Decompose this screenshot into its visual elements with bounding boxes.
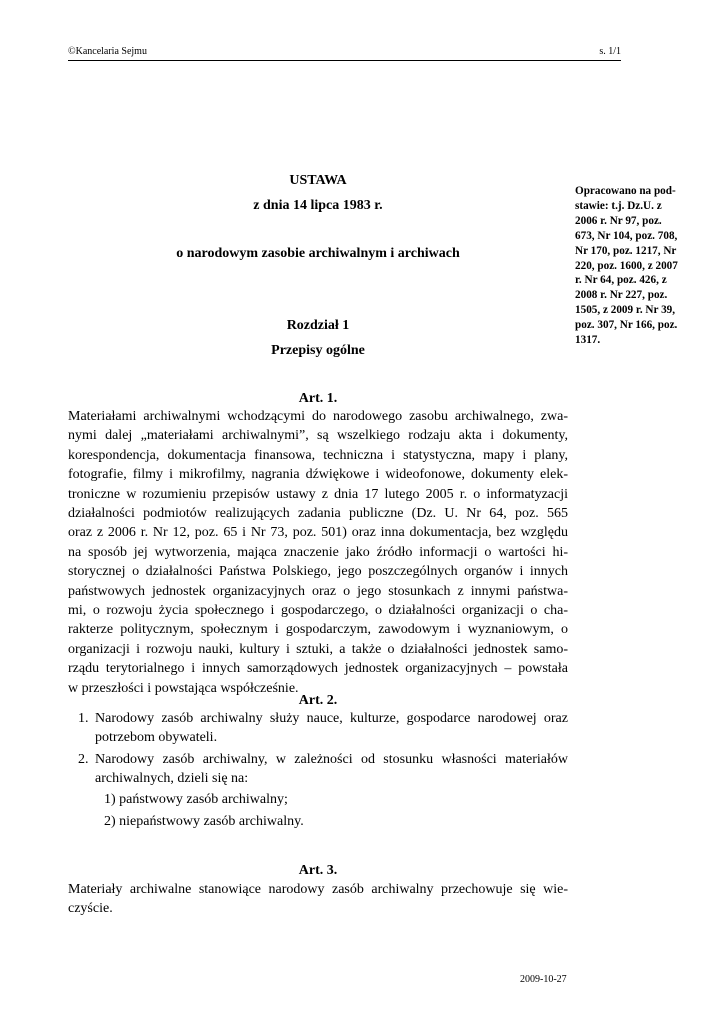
side-note-line: 2006 r. Nr 97, poz.	[575, 214, 662, 227]
text-line: rakterze politycznym, społecznym i gospodarczym, zawodowym i wyznaniowym, o	[68, 622, 568, 638]
text-line: Narodowy zasób archiwalny służy nauce, kulturze, gospodarce narodowej oraz	[95, 711, 568, 726]
side-note-line: 220, poz. 1600, z 2007	[575, 259, 678, 272]
art2-heading: Art. 2.	[298, 693, 338, 708]
side-note-line: 2008 r. Nr 227, poz.	[575, 289, 668, 302]
side-note	[575, 184, 695, 348]
art1-text	[68, 407, 568, 698]
text-line: potrzebom obywateli.	[95, 730, 218, 746]
art3-text	[68, 880, 568, 919]
text-line: troniczne w rozumieniu przepisów ustawy z dnia 17 lutego 2005 r. o informatyzacji	[68, 486, 568, 502]
art3-heading: Art. 3.	[298, 863, 338, 878]
text-line: Materiały archiwalne stanowiące narodowy zasób archiwalny przechowuje się wie-	[68, 882, 568, 897]
act-name: o narodowym zasobie archiwalnym i archiwach	[176, 246, 460, 261]
header-source: ©Kancelaria Sejmu	[68, 46, 147, 57]
footer-date: 2009-10-27	[520, 974, 567, 985]
text-line: mi, o rozwoju życia społecznego i gospodarczego, o działalności organizacji o cha-	[68, 603, 568, 619]
side-note-line: 673, Nr 104, poz. 708,	[575, 229, 678, 242]
art1-heading: Art. 1.	[298, 391, 338, 406]
text-line: działalności podmiotów realizujących zadania publiczne (Dz. U. Nr 64, poz. 565	[68, 506, 568, 522]
art2-p1-number: 1.	[78, 711, 89, 726]
text-line: nymi dalej „materiałami archiwalnymi”, są wszelkiego rodzaju akta i dokumenty,	[68, 428, 568, 444]
side-note-line: r. Nr 64, poz. 426, z	[575, 274, 667, 287]
art2-item-2: 2) niepaństwowy zasób archiwalny.	[104, 814, 304, 829]
text-line: korespondencja, dokumentacja finansowa, techniczna i statystyczna, mapy i plany,	[68, 447, 568, 463]
side-note-line: 1505, z 2009 r. Nr 39,	[575, 304, 676, 317]
text-line: archiwalnych, dzieli się na:	[95, 771, 249, 787]
text-line: czyście.	[68, 901, 113, 917]
art2-p2-number: 2.	[78, 752, 89, 767]
text-line: Materiałami archiwalnymi wchodzącymi do narodowego zasobu archiwalnego, zwa-	[68, 409, 568, 424]
side-note-line: Opracowano na pod-	[575, 185, 676, 197]
text-line: storycznej o działalności Państwa Polskiego, jego poszczególnych organów i innych	[68, 564, 568, 580]
text-line: organizacji i rozwoju nauki, kultury i sztuki, a także o działalności jednostek samo-	[68, 641, 568, 657]
art2-p2-text	[95, 750, 568, 789]
act-type: USTAWA	[289, 173, 347, 188]
text-line: oraz z 2006 r. Nr 12, poz. 65 i Nr 73, poz. 501) oraz inna dokumentacja, bez względu	[68, 525, 568, 541]
chapter-number: Rozdział 1	[286, 318, 350, 333]
side-note-line: 1317.	[575, 334, 601, 347]
text-line: Narodowy zasób archiwalny, w zależności od stosunku własności materiałów	[95, 752, 568, 767]
header-page-number: s. 1/1	[599, 46, 621, 57]
side-note-line: stawie: t.j. Dz.U. z	[575, 199, 662, 212]
chapter-title: Przepisy ogólne	[271, 343, 365, 358]
page-header	[68, 46, 621, 61]
text-line: rządu terytorialnego i innych samorządowych jednostek organizacyjnych – powstała	[68, 661, 568, 677]
text-line: na sposób jej wytworzenia, mająca znaczenie jako źródło informacji o wartości hi-	[68, 544, 568, 560]
act-date: z dnia 14 lipca 1983 r.	[253, 198, 383, 213]
art2-p1-text	[95, 709, 568, 748]
side-note-line: poz. 307, Nr 166, poz.	[575, 319, 678, 332]
art2-item-1: 1) państwowy zasób archiwalny;	[104, 792, 288, 807]
text-line: fotografie, filmy i mikrofilmy, nagrania dźwiękowe i wideofonowe, dokumenty elek-	[68, 467, 568, 483]
text-line: w przeszłości i powstająca współcześnie.	[68, 680, 299, 696]
side-note-line: Nr 170, poz. 1217, Nr	[575, 244, 677, 257]
text-line: państwowych jednostek organizacyjnych oraz o jego stosunkach z innymi państwa-	[68, 583, 568, 599]
